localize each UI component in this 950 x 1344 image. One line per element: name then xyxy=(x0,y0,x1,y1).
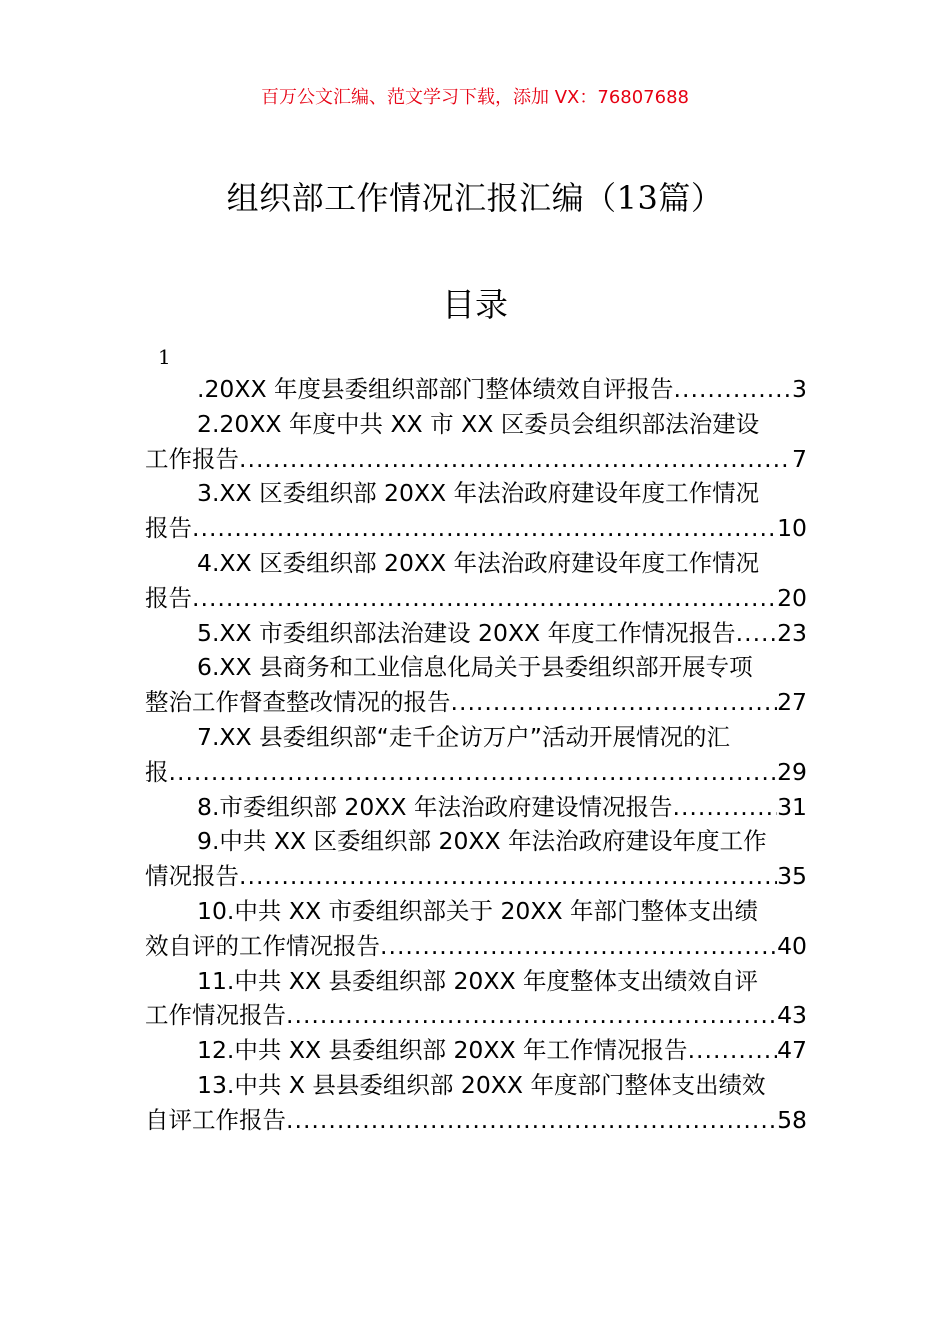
toc-entry-title: 11.中共 XX 县委组织部 20XX 年度整体支出绩效自评 xyxy=(197,966,759,995)
toc-entry-line xyxy=(145,1033,807,1068)
toc-page-number: 43 xyxy=(777,1001,807,1030)
toc-leader-dots xyxy=(674,372,793,407)
toc-entry-title-continued: 工作报告 xyxy=(145,444,239,473)
toc-entry-title-continued: 情况报告 xyxy=(145,862,239,891)
toc-leader-dots xyxy=(672,790,777,825)
toc-entry-line xyxy=(145,546,807,581)
toc-entry[interactable] xyxy=(145,1033,807,1068)
toc-entry[interactable] xyxy=(145,964,807,1034)
toc-page-number: 35 xyxy=(777,862,807,891)
toc-leader-dots xyxy=(169,755,778,790)
toc-entry[interactable] xyxy=(145,824,807,894)
toc-page-number: 23 xyxy=(777,618,807,647)
title-count: 13 xyxy=(616,179,659,217)
toc-entry-title-continued: 整治工作督查整改情况的报告 xyxy=(145,688,451,717)
toc-entry-title: 2.20XX 年度中共 XX 市 XX 区委员会组织部法治建设 xyxy=(197,409,760,438)
toc-entry-title: 4.XX 区委组织部 20XX 年法治政府建设年度工作情况 xyxy=(197,548,760,577)
toc-entry-title-continued: 报告 xyxy=(145,514,192,543)
toc-entry[interactable] xyxy=(145,476,807,546)
toc-entry-line xyxy=(145,372,807,407)
toc-entry[interactable] xyxy=(145,616,807,651)
toc-entry[interactable] xyxy=(145,790,807,825)
toc-entry[interactable] xyxy=(145,1068,807,1138)
toc-entry[interactable] xyxy=(145,372,807,407)
toc-entry-line xyxy=(145,685,807,720)
toc-entry-line xyxy=(145,511,807,546)
toc-entry-title-continued: 自评工作报告 xyxy=(145,1105,286,1134)
toc-page-number: 27 xyxy=(777,688,807,717)
toc-page-number: 29 xyxy=(777,757,807,786)
toc-leader-dots xyxy=(736,616,777,651)
toc-entry-title: 7.XX 县委组织部“走千企访万户”活动开展情况的汇 xyxy=(197,722,730,751)
toc-entry-line xyxy=(145,824,807,859)
document-title xyxy=(0,176,950,220)
toc-marker: 1 xyxy=(158,345,171,369)
toc-entry-title: 12.中共 XX 县委组织部 20XX 年工作情况报告 xyxy=(197,1036,688,1065)
toc-page-number: 40 xyxy=(777,931,807,960)
toc-entry-line xyxy=(145,755,807,790)
table-of-contents xyxy=(145,372,807,1138)
toc-entry[interactable] xyxy=(145,546,807,616)
toc-entry-title: 6.XX 县商务和工业信息化局关于县委组织部开展专项 xyxy=(197,653,753,682)
toc-entry-line xyxy=(145,894,807,929)
toc-page-number: 47 xyxy=(777,1036,807,1065)
toc-leader-dots xyxy=(380,929,777,964)
toc-entry-line xyxy=(145,790,807,825)
toc-page-number: 7 xyxy=(792,444,807,473)
toc-leader-dots xyxy=(451,685,778,720)
toc-entry-title-continued: 报告 xyxy=(145,583,192,612)
toc-page-number: 20 xyxy=(777,583,807,612)
toc-entry[interactable] xyxy=(145,720,807,790)
toc-entry-line xyxy=(145,581,807,616)
toc-entry[interactable] xyxy=(145,407,807,477)
toc-entry-title: 9.中共 XX 区委组织部 20XX 年法治政府建设年度工作 xyxy=(197,827,767,856)
header-banner: 百万公文汇编、范文学习下载，添加 VX：76807688 xyxy=(261,87,689,108)
toc-entry[interactable] xyxy=(145,894,807,964)
toc-entry-line xyxy=(145,998,807,1033)
toc-leader-dots xyxy=(688,1033,778,1068)
toc-entry-title: 3.XX 区委组织部 20XX 年法治政府建设年度工作情况 xyxy=(197,479,760,508)
toc-leader-dots xyxy=(239,442,792,477)
toc-entry-title: 5.XX 市委组织部法治建设 20XX 年度工作情况报告 xyxy=(197,618,736,647)
toc-entry-line xyxy=(145,616,807,651)
toc-leader-dots xyxy=(192,581,777,616)
toc-entry-line xyxy=(145,859,807,894)
toc-entry-line xyxy=(145,964,807,999)
toc-entry-line xyxy=(145,1103,807,1138)
toc-page-number: 31 xyxy=(777,792,807,821)
toc-leader-dots xyxy=(286,1103,777,1138)
toc-entry-line xyxy=(145,720,807,755)
toc-entry-title: 10.中共 XX 市委组织部关于 20XX 年部门整体支出绩 xyxy=(197,896,759,925)
toc-entry-title: 8.市委组织部 20XX 年法治政府建设情况报告 xyxy=(197,792,673,821)
toc-leader-dots xyxy=(192,511,777,546)
toc-entry[interactable] xyxy=(145,650,807,720)
toc-entry-title-continued: 工作情况报告 xyxy=(145,1001,286,1030)
toc-entry-line xyxy=(145,1068,807,1103)
toc-entry-line xyxy=(145,476,807,511)
toc-entry-line xyxy=(145,929,807,964)
toc-leader-dots xyxy=(239,859,777,894)
toc-entry-line xyxy=(145,442,807,477)
toc-page-number: 3 xyxy=(792,375,807,403)
toc-entry-line xyxy=(145,407,807,442)
toc-entry-title: 13.中共 X 县县委组织部 20XX 年度部门整体支出绩效 xyxy=(197,1070,766,1099)
toc-heading: 目录 xyxy=(442,285,508,324)
toc-page-number: 58 xyxy=(777,1105,807,1134)
toc-entry-title-continued: 效自评的工作情况报告 xyxy=(145,931,380,960)
toc-page-number: 10 xyxy=(777,514,807,543)
toc-leader-dots xyxy=(286,998,777,1033)
toc-entry-title-continued: 报 xyxy=(145,757,169,786)
toc-entry-line xyxy=(145,650,807,685)
toc-entry-title: .20XX 年度县委组织部部门整体绩效自评报告 xyxy=(197,375,674,403)
title-prefix: 组织部工作情况汇报汇编（ xyxy=(226,179,617,217)
title-suffix: 篇） xyxy=(658,179,724,217)
